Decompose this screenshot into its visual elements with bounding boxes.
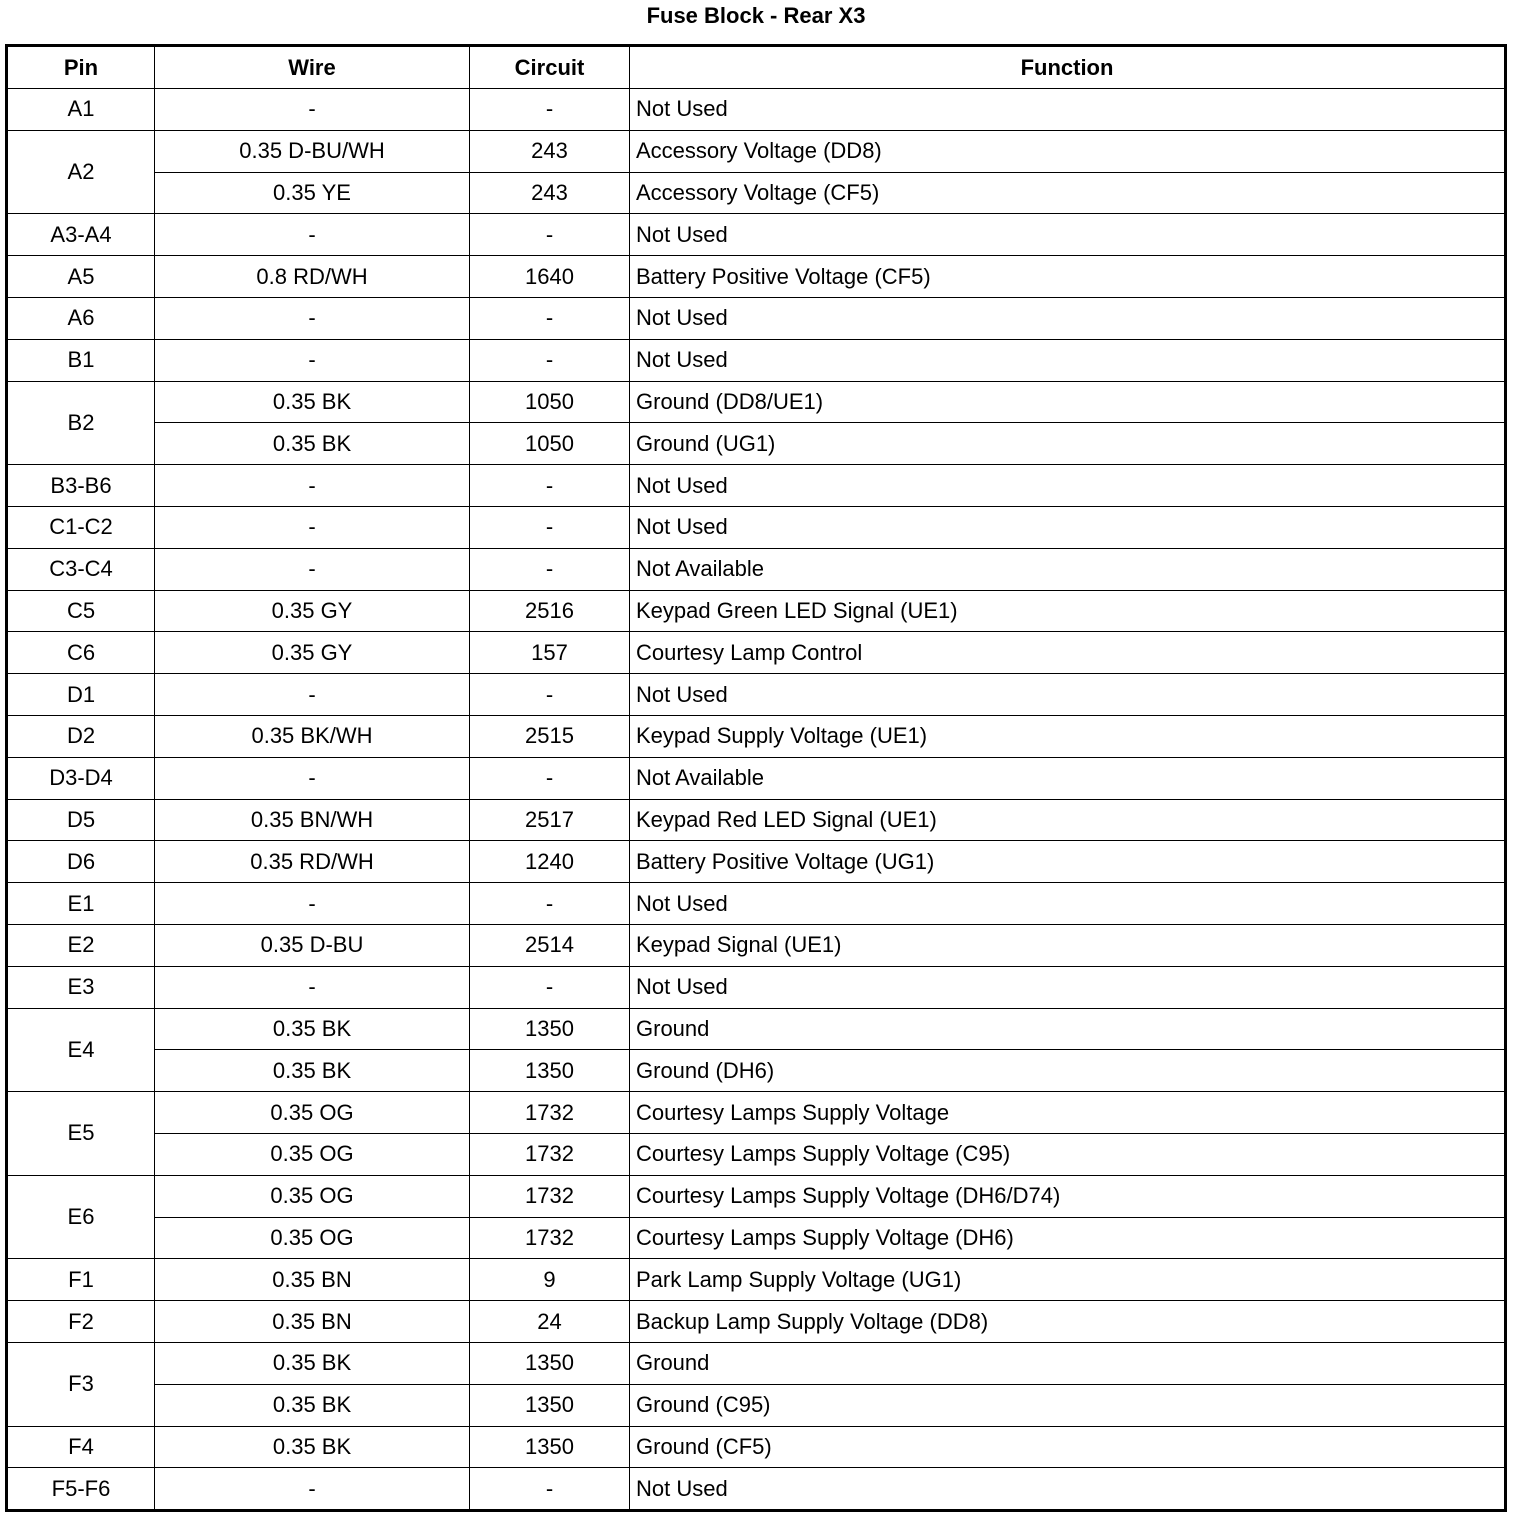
wire-cell: 0.35 OG: [155, 1133, 470, 1175]
wire-cell: 0.35 BK: [155, 423, 470, 465]
header-pin: Pin: [7, 46, 155, 89]
wire-cell: 0.35 BK: [155, 1426, 470, 1468]
pin-cell: D5: [7, 799, 155, 841]
function-cell: Not Used: [630, 89, 1506, 131]
pin-cell: C6: [7, 632, 155, 674]
circuit-cell: -: [470, 883, 630, 925]
function-cell: Ground (C95): [630, 1384, 1506, 1426]
table-row: [7, 214, 1506, 256]
circuit-cell: 2514: [470, 924, 630, 966]
wire-cell: 0.35 BN: [155, 1301, 470, 1343]
function-cell: Not Used: [630, 297, 1506, 339]
function-cell: Accessory Voltage (DD8): [630, 130, 1506, 172]
pin-cell: E1: [7, 883, 155, 925]
pin-cell: D3-D4: [7, 757, 155, 799]
wire-cell: -: [155, 1468, 470, 1511]
pin-cell: F1: [7, 1259, 155, 1301]
pin-cell: F3: [7, 1342, 155, 1426]
wire-cell: -: [155, 674, 470, 716]
wire-cell: 0.35 D-BU/WH: [155, 130, 470, 172]
circuit-cell: 1640: [470, 256, 630, 298]
table-row: [7, 1092, 1506, 1134]
function-cell: Not Used: [630, 674, 1506, 716]
pin-cell: C1-C2: [7, 506, 155, 548]
circuit-cell: 1732: [470, 1175, 630, 1217]
circuit-cell: 9: [470, 1259, 630, 1301]
function-cell: Not Used: [630, 883, 1506, 925]
wire-cell: -: [155, 506, 470, 548]
pin-cell: C3-C4: [7, 548, 155, 590]
circuit-cell: 1050: [470, 423, 630, 465]
function-cell: Not Used: [630, 966, 1506, 1008]
circuit-cell: 243: [470, 130, 630, 172]
wire-cell: -: [155, 89, 470, 131]
table-row: [7, 256, 1506, 298]
wire-cell: -: [155, 548, 470, 590]
header-wire: Wire: [155, 46, 470, 89]
table-row: [7, 841, 1506, 883]
wire-cell: 0.35 BK: [155, 1050, 470, 1092]
circuit-cell: 1350: [470, 1426, 630, 1468]
table-row: [7, 1342, 1506, 1384]
table-row: [7, 590, 1506, 632]
table-row: [7, 757, 1506, 799]
table-row: [7, 715, 1506, 757]
pin-cell: A5: [7, 256, 155, 298]
table-row: [7, 1133, 1506, 1175]
function-cell: Ground (DH6): [630, 1050, 1506, 1092]
circuit-cell: 157: [470, 632, 630, 674]
table-row: [7, 339, 1506, 381]
table-row: [7, 1468, 1506, 1511]
circuit-cell: -: [470, 339, 630, 381]
pin-cell: F4: [7, 1426, 155, 1468]
function-cell: Courtesy Lamps Supply Voltage (C95): [630, 1133, 1506, 1175]
pin-cell: E2: [7, 924, 155, 966]
function-cell: Backup Lamp Supply Voltage (DD8): [630, 1301, 1506, 1343]
function-cell: Not Used: [630, 339, 1506, 381]
circuit-cell: 1350: [470, 1050, 630, 1092]
function-cell: Courtesy Lamps Supply Voltage (DH6): [630, 1217, 1506, 1259]
function-cell: Ground: [630, 1342, 1506, 1384]
pin-cell: D2: [7, 715, 155, 757]
wire-cell: 0.35 RD/WH: [155, 841, 470, 883]
circuit-cell: -: [470, 757, 630, 799]
circuit-cell: -: [470, 966, 630, 1008]
pin-cell: A3-A4: [7, 214, 155, 256]
function-cell: Keypad Signal (UE1): [630, 924, 1506, 966]
circuit-cell: 1732: [470, 1217, 630, 1259]
pin-cell: E6: [7, 1175, 155, 1259]
wire-cell: 0.35 BK/WH: [155, 715, 470, 757]
function-cell: Not Available: [630, 757, 1506, 799]
circuit-cell: -: [470, 214, 630, 256]
function-cell: Ground: [630, 1008, 1506, 1050]
circuit-cell: 1050: [470, 381, 630, 423]
circuit-cell: 1350: [470, 1008, 630, 1050]
table-row: [7, 506, 1506, 548]
table-row: [7, 423, 1506, 465]
function-cell: Ground (UG1): [630, 423, 1506, 465]
wire-cell: -: [155, 757, 470, 799]
wire-cell: 0.35 GY: [155, 632, 470, 674]
table-row: [7, 89, 1506, 131]
circuit-cell: -: [470, 297, 630, 339]
circuit-cell: -: [470, 506, 630, 548]
function-cell: Courtesy Lamp Control: [630, 632, 1506, 674]
function-cell: Courtesy Lamps Supply Voltage (DH6/D74): [630, 1175, 1506, 1217]
circuit-cell: 1350: [470, 1384, 630, 1426]
function-cell: Accessory Voltage (CF5): [630, 172, 1506, 214]
pin-cell: D1: [7, 674, 155, 716]
table-row: [7, 883, 1506, 925]
table-row: [7, 1301, 1506, 1343]
wire-cell: 0.35 BN/WH: [155, 799, 470, 841]
wire-cell: 0.35 BK: [155, 381, 470, 423]
page-title: Fuse Block - Rear X3: [646, 3, 866, 28]
function-cell: Not Used: [630, 465, 1506, 507]
table-row: [7, 1259, 1506, 1301]
table-row: [7, 1426, 1506, 1468]
circuit-cell: 2515: [470, 715, 630, 757]
pin-cell: E3: [7, 966, 155, 1008]
wire-cell: -: [155, 214, 470, 256]
table-row: [7, 799, 1506, 841]
table-row: [7, 1384, 1506, 1426]
circuit-cell: 1732: [470, 1133, 630, 1175]
table-header-row: [7, 46, 1506, 89]
table-row: [7, 1050, 1506, 1092]
wire-cell: -: [155, 339, 470, 381]
connector-pinout-table: [5, 44, 1507, 1512]
wire-cell: -: [155, 966, 470, 1008]
wire-cell: -: [155, 297, 470, 339]
table-row: [7, 924, 1506, 966]
circuit-cell: -: [470, 548, 630, 590]
function-cell: Not Used: [630, 1468, 1506, 1511]
table-row: [7, 966, 1506, 1008]
wire-cell: 0.35 OG: [155, 1217, 470, 1259]
wire-cell: 0.35 BK: [155, 1342, 470, 1384]
wire-cell: -: [155, 465, 470, 507]
function-cell: Battery Positive Voltage (CF5): [630, 256, 1506, 298]
function-cell: Keypad Red LED Signal (UE1): [630, 799, 1506, 841]
circuit-cell: -: [470, 674, 630, 716]
circuit-cell: 2516: [470, 590, 630, 632]
header-function: Function: [630, 46, 1506, 89]
table-row: [7, 465, 1506, 507]
pin-cell: A6: [7, 297, 155, 339]
table-row: [7, 130, 1506, 172]
function-cell: Not Used: [630, 214, 1506, 256]
pin-cell: F5-F6: [7, 1468, 155, 1511]
function-cell: Keypad Supply Voltage (UE1): [630, 715, 1506, 757]
pin-cell: A2: [7, 130, 155, 214]
table-row: [7, 548, 1506, 590]
circuit-cell: 1350: [470, 1342, 630, 1384]
pin-cell: D6: [7, 841, 155, 883]
table-row: [7, 1008, 1506, 1050]
function-cell: Ground (CF5): [630, 1426, 1506, 1468]
wire-cell: 0.35 D-BU: [155, 924, 470, 966]
pin-cell: C5: [7, 590, 155, 632]
circuit-cell: 24: [470, 1301, 630, 1343]
function-cell: Keypad Green LED Signal (UE1): [630, 590, 1506, 632]
circuit-cell: -: [470, 89, 630, 131]
table-row: [7, 674, 1506, 716]
wire-cell: 0.35 YE: [155, 172, 470, 214]
circuit-cell: 243: [470, 172, 630, 214]
table-body: [7, 89, 1506, 1511]
pin-cell: B3-B6: [7, 465, 155, 507]
circuit-cell: -: [470, 465, 630, 507]
table-row: [7, 381, 1506, 423]
table-row: [7, 632, 1506, 674]
wire-cell: 0.35 BK: [155, 1008, 470, 1050]
function-cell: Not Used: [630, 506, 1506, 548]
function-cell: Ground (DD8/UE1): [630, 381, 1506, 423]
wire-cell: 0.8 RD/WH: [155, 256, 470, 298]
wire-cell: 0.35 BN: [155, 1259, 470, 1301]
table-row: [7, 172, 1506, 214]
table-row: [7, 1175, 1506, 1217]
circuit-cell: 1240: [470, 841, 630, 883]
pin-cell: A1: [7, 89, 155, 131]
wire-cell: -: [155, 883, 470, 925]
function-cell: Not Available: [630, 548, 1506, 590]
circuit-cell: -: [470, 1468, 630, 1511]
function-cell: Courtesy Lamps Supply Voltage: [630, 1092, 1506, 1134]
pin-cell: B1: [7, 339, 155, 381]
wire-cell: 0.35 GY: [155, 590, 470, 632]
pin-cell: B2: [7, 381, 155, 465]
function-cell: Park Lamp Supply Voltage (UG1): [630, 1259, 1506, 1301]
pin-cell: F2: [7, 1301, 155, 1343]
wire-cell: 0.35 OG: [155, 1175, 470, 1217]
wire-cell: 0.35 OG: [155, 1092, 470, 1134]
circuit-cell: 1732: [470, 1092, 630, 1134]
header-circuit: Circuit: [470, 46, 630, 89]
pin-cell: E5: [7, 1092, 155, 1176]
wire-cell: 0.35 BK: [155, 1384, 470, 1426]
circuit-cell: 2517: [470, 799, 630, 841]
table-row: [7, 297, 1506, 339]
function-cell: Battery Positive Voltage (UG1): [630, 841, 1506, 883]
table-row: [7, 1217, 1506, 1259]
pin-cell: E4: [7, 1008, 155, 1092]
